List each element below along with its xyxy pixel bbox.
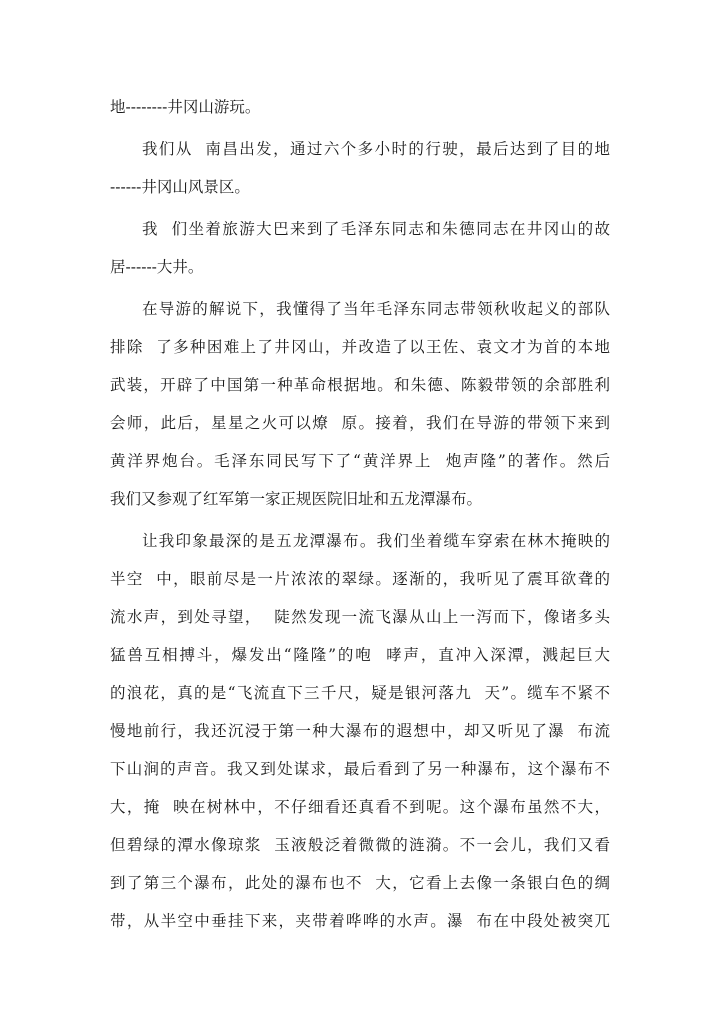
text-line: 半空 中，眼前尽是一片浓浓的翠绿。逐渐的，我听见了震耳欲聋的 (110, 570, 610, 588)
text-line: 我们又参观了红军第一家正规医院旧址和五龙潭瀑布。 (110, 490, 483, 508)
paragraph-3 (110, 210, 610, 286)
text-line: 带，从半空中垂挂下来，夹带着哗哗的水声。瀑 布在中段处被突兀 (110, 912, 610, 930)
paragraph-5 (110, 522, 610, 940)
text-line: 猛兽互相搏斗，爆发出“隆隆”的咆 哮声，直冲入深潭，溅起巨大 (110, 646, 610, 664)
text-line: 在导游的解说下，我懂得了当年毛泽东同志带领秋收起义的部队 (142, 300, 610, 318)
paragraph-2 (110, 130, 610, 206)
text-line: 的浪花，真的是“飞流直下三千尺，疑是银河落九 天”。缆车不紧不 (110, 684, 610, 702)
paragraph-1 (110, 88, 610, 126)
text-line: ------井冈山风景区。 (110, 178, 250, 196)
text-line: 流水声，到处寻望， 陡然发现一流飞瀑从山上一泻而下，像诸多头 (110, 608, 610, 626)
text-line: 我 们坐着旅游大巴来到了毛泽东同志和朱德同志在井冈山的故 (142, 220, 610, 238)
text-line: 慢地前行，我还沉浸于第一种大瀑布的遐想中，却又听见了瀑 布流 (110, 722, 610, 740)
text-line: 下山涧的声音。我又到处谋求，最后看到了另一种瀑布，这个瀑布不 (110, 760, 610, 778)
text-line: 武装，开辟了中国第一种革命根据地。和朱德、陈毅带领的余部胜利 (110, 376, 610, 394)
paragraph-4 (110, 290, 610, 518)
text-line: 排除 了多种困难上了井冈山，并改造了以王佐、袁文才为首的本地 (110, 338, 610, 356)
text-line: 大，掩 映在树林中，不仔细看还真看不到呢。这个瀑布虽然不大， (110, 798, 610, 816)
text-line: 我们从 南昌出发，通过六个多小时的行驶，最后达到了目的地 (142, 140, 610, 158)
document-page (110, 88, 610, 940)
text-line: 到了第三个瀑布，此处的瀑布也不 大，它看上去像一条银白色的绸 (110, 874, 610, 892)
text-line: 让我印象最深的是五龙潭瀑布。我们坐着缆车穿索在林木掩映的 (142, 532, 610, 550)
text-line: 居------大井。 (110, 258, 204, 276)
text-line: 地--------井冈山游玩。 (110, 98, 261, 116)
text-line: 但碧绿的潭水像琼浆 玉液般泛着微微的涟漪。不一会儿，我们又看 (110, 836, 610, 854)
text-line: 会师，此后，星星之火可以燎 原。接着，我们在导游的带领下来到 (110, 414, 610, 432)
text-line: 黄洋界炮台。毛泽东同民写下了“黄洋界上 炮声隆”的著作。然后 (110, 452, 610, 470)
